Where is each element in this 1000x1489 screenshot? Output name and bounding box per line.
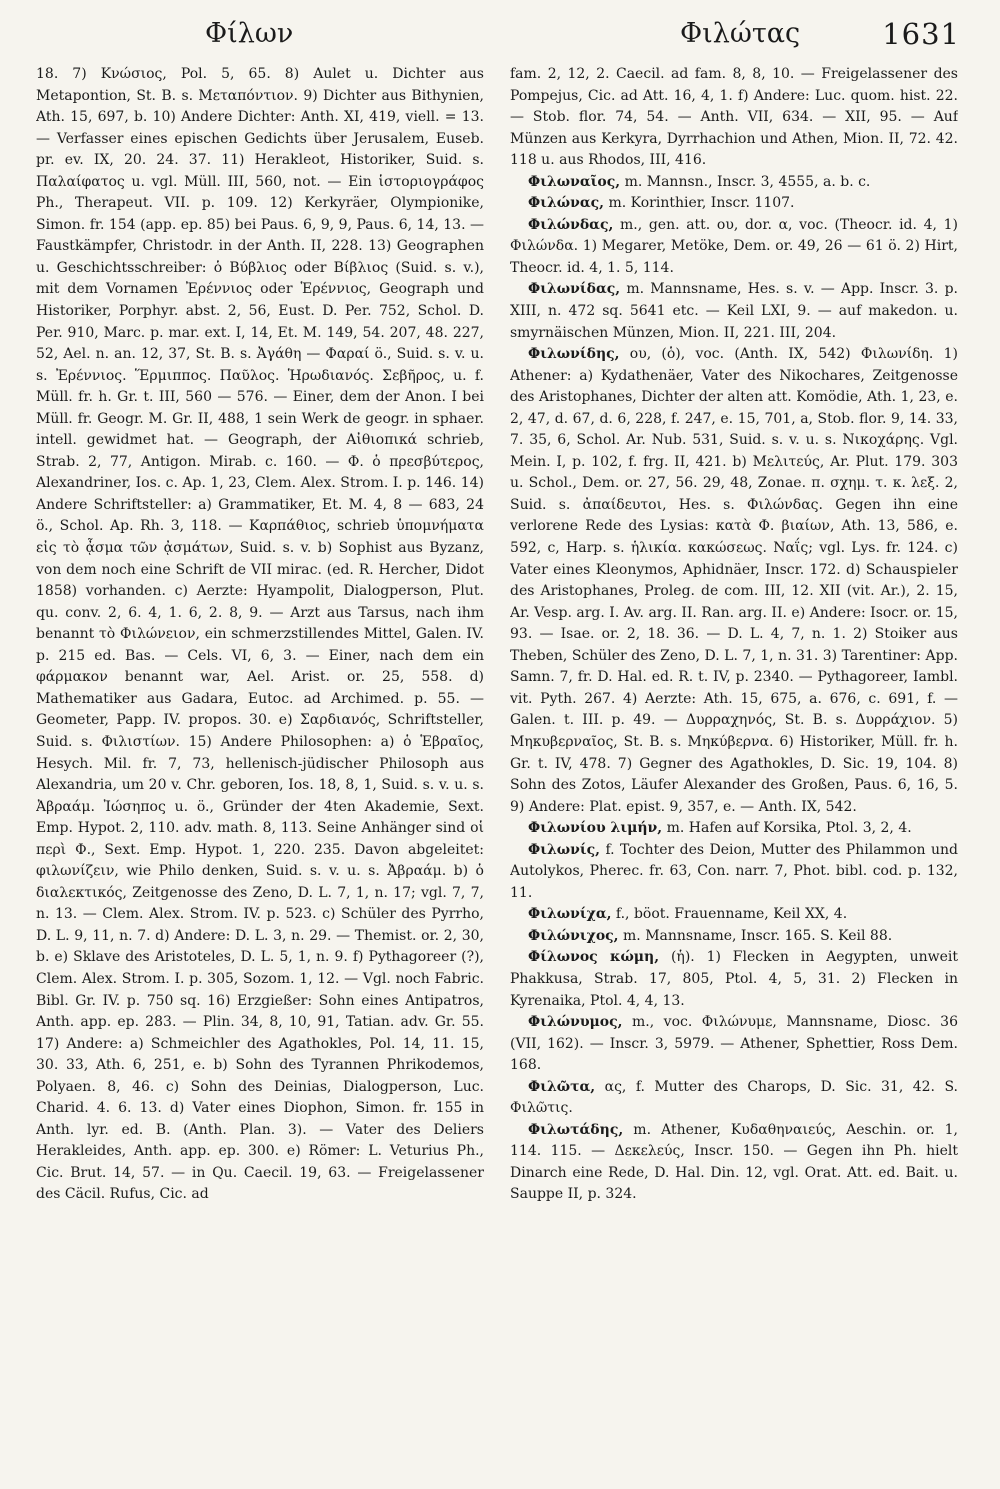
left-column [36, 64, 484, 1474]
entry-lemma: Φιλωνίδας, [528, 281, 621, 298]
continued-entry-text [510, 64, 958, 172]
entry-text: f., böot. Frauenname, Keil XX, 4. [611, 906, 848, 923]
entry-text: f. Tochter des Deion, Mutter des Philammon und Autolykos, Pherec. fr. 63, Con. narr. 7, Phot. bibl. cod. p. 132, 11. [510, 841, 958, 901]
entry-text: m. Athener, Κυδαθηναιεύς, Aeschin. or. 1, 114. 115. — Δεκελεύς, Inscr. 150. — Gegen ihn Ph. hielt Dinarch eine Rede, D. Hal. Din. 12, vgl. Orat. Att. ed. Bait. u. Sauppe II, p. 324. [510, 1121, 958, 1203]
dictionary-entry [510, 279, 958, 344]
entry-text: m., voc. Φιλώνυμε, Mannsname, Diosc. 36 (VII, 162). — Inscr. 3, 5979. — Athener, Sphettier, Ross Dem. 168. [510, 1014, 958, 1074]
entry-lemma: Φίλωνος κώμη, [528, 949, 660, 966]
entry-text: ας, f. Mutter des Charops, D. Sic. 31, 42. S. Φιλῶτις. [510, 1078, 958, 1117]
continued-entry-text: 18. 7) Κνώσιος, Pol. 5, 65. 8) Aulet u. Dichter aus Metapontion, St. B. s. Μεταπόντιον. 9) Dichter aus Bithynien, Ath. 15, 697, b. 10) Andere Dichter: Anth. XI, 419, viell. = 13. — Verfasser eines epischen Gedichts über Jerusalem, Euseb. pr. ev. IX, 20. 24. 37. 11) Herakleot, Historiker, Suid. s. Παλαίφατος u. vgl. Müll. III, 560, not. — Ein ἱστοριογράφος Ph., Therapeut. VII. p. 109. 12) Kerkyräer, Olympionike, Simon. fr. 154 (app. ep. 85) bei Paus. 6, 9, 9, Paus. 6, 14, 13. — Faustkämpfer, Christodr. in der Anth. II, 228. 13) Geographen u. Geschichtsschreiber: ὁ Βύβλιος oder Βίβλιος (Suid. s. v.), mit dem Vornamen Ἐρέννιος oder Ἑρέννιος, Geograph und Historiker, Porphyr. abst. 2, 56, Eust. D. Per. 752, Schol. D. Per. 910, Marc. p. mar. ext. I, 14, Et. M. 149, 54. 207, 48. 227, 52, Ael. n. an. 12, 37, St. B. s. Ἀγάθη — Φαραί ö., Suid. s. v. u. s. Ἐρέννιος. Ἕρμιππος. Παῦλος. Ἡρωδιανός. Σεβῆρος, u. f. Müll. fr. h. Gr. t. III, 560 — 576. — Einer, dem der Anon. I bei Müll. fr. Geogr. M. Gr. II, 488, 1 sein Werk de geogr. in sphaer. intell. gewidmet hat. — Geograph, der Αἰθιοπικά schrieb, Strab. 2, 77, Antigon. Mirab. c. 160. — Φ. ὁ πρεσβύτερος, Alexandriner, Ios. c. Ap. 1, 23, Clem. Alex. Strom. I. p. 146. 14) Andere Schriftsteller: a) Grammatiker, Et. M. 4, 8 — 683, 24 ö., Schol. Ap. Rh. 3, 118. — Καρπάθιος, schrieb ὑπομνήματα εἰς τὸ ᾆσμα τῶν ᾀσμάτων, Suid. s. v. b) Sophist aus Byzanz, von dem noch eine Schrift de VII mirac. (ed. R. Hercher, Didot 1858) vorhanden. c) Aerzte: Hyampolit, Dialogperson, Plut. qu. conv. 2, 6. 4, 1. 6, 2. 8, 9. — Arzt aus Tarsus, nach ihm benannt τὸ Φιλώνειον, ein schmerzstillendes Mittel, Galen. IV. p. 215 ed. Bas. — Cels. VI, 6, 3. — Einer, nach dem ein φάρμακον benannt war, Ael. Arist. or. 25, 558. d) Mathematiker aus Gadara, Eutoc. ad Archimed. p. 55. — Geometer, Papp. IV. propos. 30. e) Σαρδιανός, Schriftsteller, Suid. s. Φιλιστίων. 15) Andere Philosophen: a) ὁ Ἑβραῖος, Hesych. Mil. fr. 7, 73, hellenisch-jüdischer Philosoph aus Alexandria, um 20 v. Chr. geboren, Ios. 18, 8, 1, Suid. s. v. u. s. Ἀβραάμ. Ἰώσηπος u. ö., Gründer der 4ten Akademie, Sext. Emp. Hypot. 2, 110. adv. math. 8, 113. Seine Anhänger sind οἱ περὶ Φ., Sext. Emp. Hypot. 1, 220. 235. Davon abgeleitet: φιλωνίζειν, wie Philo denken, Suid. s. v. u. s. Ἀβραάμ. b) ὁ διαλεκτικός, Zeitgenosse des Zeno, D. L. 7, 1, n. 17; vgl. 7, 7, n. 13. — Clem. Alex. Strom. IV. p. 523. c) Schüler des Pyrrho, D. L. 9, 11, n. 7. d) Andere: D. L. 3, n. 29. — Themist. or. 2, 30, b. e) Sklave des Aristoteles, D. L. 5, 1, n. 9. f) Pythagoreer (?), Clem. Alex. Strom. I. p. 305, Sozom. 1, 12. — Vgl. noch Fabric. Bibl. Gr. IV. p. 750 sq. 16) Erzgießer: Sohn eines Antipatros, Anth. app. ep. 283. — Plin. 34, 8, 10, 91, Tatian. adv. Gr. 55. 17) Andere: a) Schmeichler des Agathokles, Pol. 14, 11. 15, 30. 33, Ath. 6, 251, e. b) Sohn des Tyrannen Phrikodemos, Polyaen. 8, 46. c) Sohn des Deinias, Dialogperson, Luc. Charid. 4. 6. 13. d) Vater eines Diophon, Simon. fr. 155 in Anth. lyr. ed. B. (Anth. Plan. 3). — Vater des Deliers Herakleides, Anth. app. ep. 300. e) Römer: L. Veturius Ph., Cic. Brut. 14, 57. — in Qu. Caecil. 19, 63. — Freigelassener des Cäcil. Rufus, Cic. ad [36, 66, 484, 1203]
running-head-right: Φιλώτας [680, 18, 801, 49]
dictionary-entry [510, 818, 958, 840]
dictionary-entry [510, 926, 958, 948]
entry-text: ου, (ὁ), voc. (Anth. IX, 542) Φιλωνίδη. 1) Athener: a) Kydathenäer, Vater des Nikochares, Zeitgenosse des Aristophanes, Dichter der alten att. Komödie, Ath. 1, 23, e. 2, 47, d. 67, d. 6, 228, f. 247, e. 15, 701, a, Stob. flor. 9, 14. 33, 7. 35, 6, Schol. Ar. Nub. 531, Suid. s. v. u. s. Νικοχάρης. Vgl. Mein. I, p. 102, f. frg. II, 421. b) Μελιτεύς, Ar. Plut. 179. 303 u. Schol., Dem. or. 27, 56. 29, 48, Zonae. π. σχημ. τ. κ. λεξ. 2, Suid. s. ἀπαίδευτοι, Hes. s. Φιλώνδας. Gegen ihn eine verlorene Rede des Lysias: κατὰ Φ. βιαίων, Ath. 13, 586, e. 592, c, Harp. s. ἡλικία. κακώσεως. Ναΐς; vgl. Lys. fr. 124. c) Vater eines Kleonymos, Aphidnäer, Inscr. 172. d) Schauspieler des Aristophanes, Proleg. de com. III, 12. XII (vit. Ar.), 2. 15, Ar. Vesp. arg. I. Av. arg. II. Ran. arg. II. e) Andere: Isocr. or. 15, 93. — Isae. or. 2, 18. 36. — D. L. 4, 7, n. 1. 2) Stoiker aus Theben, Schüler des Zeno, D. L. 7, 1, n. 31. 3) Tarentiner: App. Samn. 7, fr. D. Hal. ed. R. t. IV, p. 2340. — Pythagoreer, Iambl. vit. Pyth. 267. 4) Aerzte: Ath. 15, 675, a. 676, c. 691, f. — Galen. t. III. p. 49. — Δυρραχηνός, St. B. s. Δυρράχιον. 5) Μηκυβερναῖος, St. B. s. Μηκύβερνα. 6) Historiker, Müll. fr. h. Gr. t. IV, 478. 7) Gegner des Agathokles, D. Sic. 19, 104. 8) Sohn des Zotos, Läufer Alexander des Großen, Paus. 6, 16, 5. 9) Andere: Plat. epist. 9, 357, e. — Anth. IX, 542. [510, 346, 958, 815]
dictionary-entry [510, 1012, 958, 1077]
dictionary-entry [510, 1120, 958, 1206]
entry-lemma: Φιλώνυμος, [528, 1014, 623, 1031]
entry-lemma: Φιλωτάδης, [528, 1121, 624, 1138]
dictionary-entry [510, 172, 958, 194]
entry-text: fam. 2, 12, 2. Caecil. ad fam. 8, 8, 10. — Freigelassener des Pompejus, Cic. ad Att. 16, 4, 1. f) Andere: Luc. quom. hist. 22. — Stob. flor. 74, 54. — Anth. VII, 634. — XII, 95. — Auf Münzen aus Kerkyra, Dyrrhachion und Athen, Mion. II, 72. 42. 118 u. aus Rhodos, III, 416. [510, 66, 958, 169]
dictionary-entry [510, 215, 958, 280]
entry-lemma: Φιλωνίου λιμήν, [528, 820, 663, 837]
entry-lemma: Φιλώνιχος, [528, 927, 619, 944]
entry-text: m. Mannsname, Inscr. 165. S. Keil 88. [618, 927, 893, 944]
entry-lemma: Φιλωναῖος, [528, 173, 621, 190]
entry-text: m. Mannsn., Inscr. 3, 4555, a. b. c. [620, 173, 871, 190]
dictionary-entry [510, 904, 958, 926]
dictionary-entry [510, 344, 958, 818]
dictionary-entry [510, 840, 958, 905]
entry-text: m. Korinthier, Inscr. 1107. [604, 195, 795, 212]
right-column [510, 64, 958, 1474]
dictionary-entry [510, 193, 958, 215]
dictionary-entry [510, 947, 958, 1012]
running-head-left: Φίλων [205, 18, 294, 49]
dictionary-entry [510, 1077, 958, 1120]
entry-lemma: Φιλωνίχα, [528, 906, 612, 923]
entry-text: m., gen. att. ου, dor. α, voc. (Theocr. id. 4, 1) Φιλώνδα. 1) Megarer, Metöke, Dem. or. 49, 26 — 61 ö. 2) Hirt, Theocr. id. 4, 1. 5, 114. [510, 216, 958, 276]
entry-lemma: Φιλώνας, [528, 195, 605, 212]
entry-lemma: Φιλωνίδης, [528, 346, 620, 363]
entry-lemma: Φιλώνδας, [528, 216, 614, 233]
entry-lemma: Φιλωνίς, [528, 841, 601, 858]
running-head [0, 14, 1000, 54]
page-number: 1631 [882, 17, 960, 51]
entry-text: m. Hafen auf Korsika, Ptol. 3, 2, 4. [662, 820, 912, 837]
entry-text: m. Mannsname, Hes. s. v. — App. Inscr. 3. p. XIII, n. 472 sq. 5641 etc. — Keil LXI, 9. — auf makedon. u. smyrnäischen Münzen, Mion. II, 221. III, 204. [510, 281, 958, 341]
entry-text: (ἡ). 1) Flecken in Aegypten, unweit Phakkusa, Strab. 17, 805, Ptol. 4, 5, 31. 2) Flecken in Kyrenaika, Ptol. 4, 4, 13. [510, 949, 958, 1009]
entry-lemma: Φιλῶτα, [528, 1078, 596, 1095]
